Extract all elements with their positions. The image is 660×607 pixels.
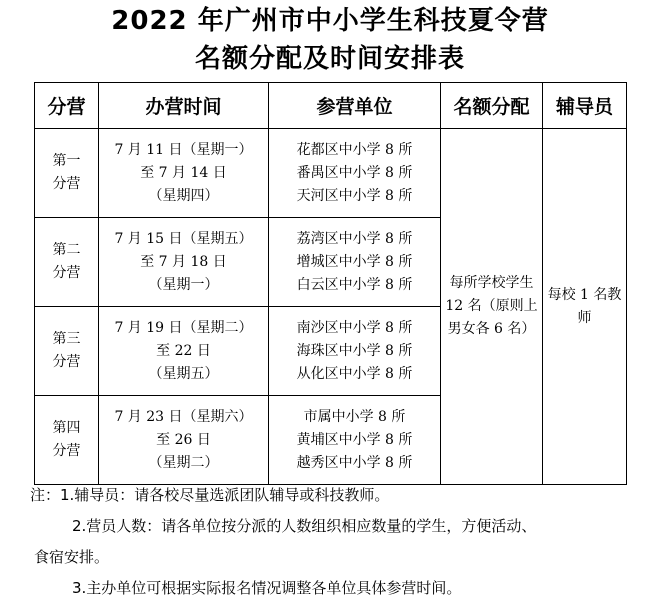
camp-time-line: （星期二） xyxy=(148,454,219,471)
note-participants-continued: 食宿安排。 xyxy=(34,548,110,566)
camp-name-cell xyxy=(35,129,99,218)
camp-time-line: 7 月 19 日（星期二） xyxy=(114,319,253,336)
camp-unit-line: 市属中小学 8 所 xyxy=(303,408,406,425)
camp-name-line: 分营 xyxy=(52,176,81,192)
counselor-line: 每校 1 名教 xyxy=(547,286,622,303)
camp-unit-line: 越秀区中小学 8 所 xyxy=(296,454,413,471)
camp-unit-line: 番禺区中小学 8 所 xyxy=(296,164,413,181)
note-counselor: 注：1.辅导员：请各校尽量选派团队辅导或科技教师。 xyxy=(30,486,390,504)
header-time: 办营时间 xyxy=(99,83,269,129)
camp-time-line: 至 7 月 14 日 xyxy=(140,164,227,181)
quota-cell xyxy=(441,129,543,485)
header-units: 参营单位 xyxy=(269,83,441,129)
camp-time-line: （星期一） xyxy=(148,276,219,293)
camp-time-line: 至 22 日 xyxy=(156,342,211,359)
camp-name-cell xyxy=(35,396,99,485)
note-schedule-adjustment: 3.主办单位可根据实际报名情况调整各单位具体参营时间。 xyxy=(72,579,462,597)
header-camp: 分营 xyxy=(35,83,99,129)
table-header-row xyxy=(35,83,627,129)
camp-unit-line: 花都区中小学 8 所 xyxy=(296,141,413,158)
camp-time-cell xyxy=(99,218,269,307)
counselor-cell xyxy=(543,129,627,485)
camp-name-line: 第三 xyxy=(52,331,81,347)
camp-time-cell xyxy=(99,307,269,396)
note-participants: 2.营员人数：请各单位按分派的人数组织相应数量的学生，方便活动、 xyxy=(72,517,537,535)
counselor-line: 师 xyxy=(577,309,592,326)
document-title: 2022 年广州市中小学生科技夏令营 xyxy=(111,6,549,36)
camp-name-line: 分营 xyxy=(52,443,81,459)
camp-name-cell xyxy=(35,307,99,396)
camp-units-cell xyxy=(269,396,441,485)
camp-name-cell xyxy=(35,218,99,307)
camp-unit-line: 天河区中小学 8 所 xyxy=(296,187,413,204)
camp-unit-line: 海珠区中小学 8 所 xyxy=(296,342,413,359)
camp-name-line: 分营 xyxy=(52,265,81,281)
camp-name-line: 第四 xyxy=(52,420,81,436)
header-counselor: 辅导员 xyxy=(543,83,627,129)
camp-unit-line: 增城区中小学 8 所 xyxy=(296,253,413,270)
table-row xyxy=(35,129,627,218)
quota-line: 男女各 6 名） xyxy=(447,321,536,337)
camp-unit-line: 黄埔区中小学 8 所 xyxy=(296,431,413,448)
camp-unit-line: 从化区中小学 8 所 xyxy=(296,365,413,382)
camp-name-line: 分营 xyxy=(52,354,81,370)
camp-units-cell xyxy=(269,129,441,218)
camp-units-cell xyxy=(269,218,441,307)
camp-time-line: （星期五） xyxy=(148,365,219,382)
document-subtitle: 名额分配及时间安排表 xyxy=(194,44,465,74)
camp-time-line: 至 7 月 18 日 xyxy=(140,253,227,270)
header-quota: 名额分配 xyxy=(441,83,543,129)
quota-line: 12 名（原则上 xyxy=(445,298,538,314)
camp-time-line: 至 26 日 xyxy=(156,431,211,448)
camp-time-line: 7 月 15 日（星期五） xyxy=(114,230,253,247)
camp-units-cell xyxy=(269,307,441,396)
camp-unit-line: 南沙区中小学 8 所 xyxy=(296,319,413,336)
camp-time-cell xyxy=(99,396,269,485)
camp-unit-line: 白云区中小学 8 所 xyxy=(296,276,413,293)
camp-unit-line: 荔湾区中小学 8 所 xyxy=(296,230,413,247)
camp-time-line: 7 月 11 日（星期一） xyxy=(114,141,253,158)
camp-name-line: 第二 xyxy=(52,242,81,258)
camp-time-line: 7 月 23 日（星期六） xyxy=(114,408,253,425)
quota-line: 每所学校学生 xyxy=(449,275,534,291)
schedule-table xyxy=(34,82,627,485)
camp-time-cell xyxy=(99,129,269,218)
camp-name-line: 第一 xyxy=(52,153,81,169)
camp-time-line: （星期四） xyxy=(148,187,219,204)
